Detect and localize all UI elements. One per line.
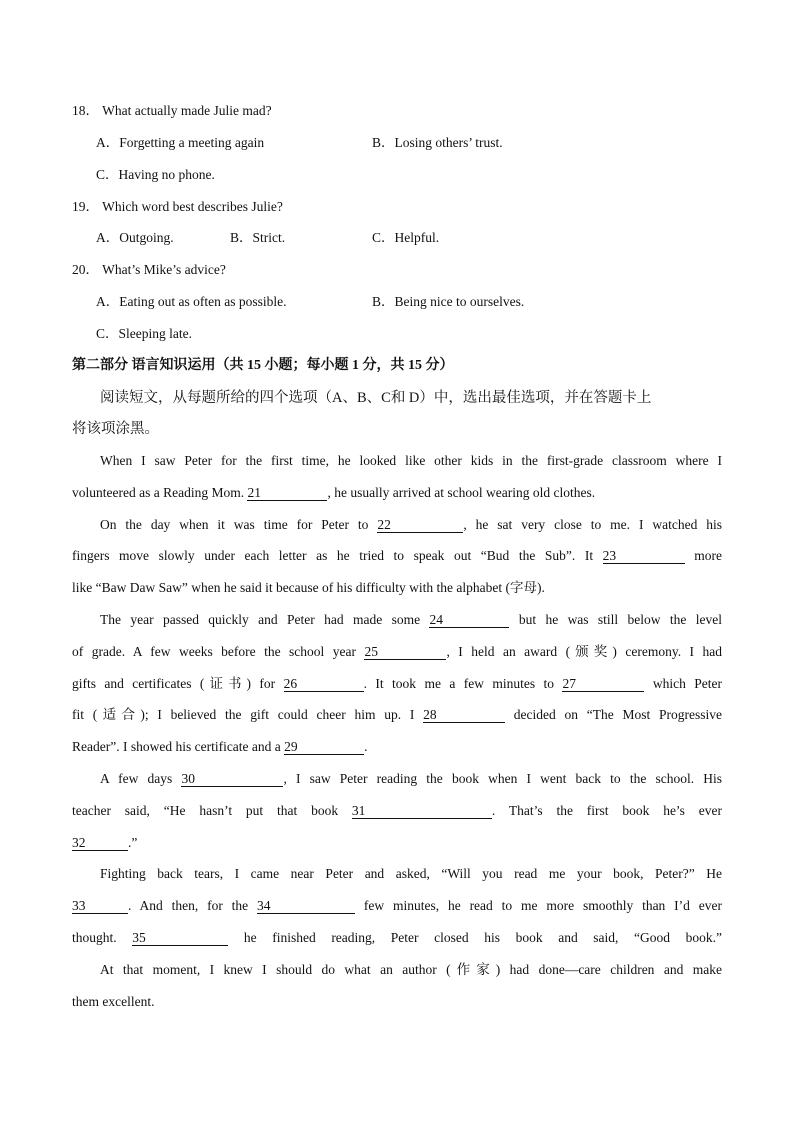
option-18-b bbox=[372, 134, 503, 152]
passage-line: 32 .” bbox=[72, 835, 138, 850]
question-text: Which word best describes Julie? bbox=[102, 199, 283, 214]
passage-line: thought. 35 he finished reading, Peter closed his book and said, “Good book.” bbox=[72, 930, 722, 945]
option-text: Forgetting a meeting again bbox=[119, 135, 265, 150]
option-20-a bbox=[96, 293, 286, 311]
blank-35[interactable]: 35 bbox=[132, 930, 228, 946]
option-19-a bbox=[96, 229, 174, 247]
passage-line: On the day when it was time for Peter to 22 , he sat very close to me. I watched his bbox=[100, 517, 722, 532]
question-number: 20． bbox=[72, 262, 99, 277]
blank-21[interactable]: 21 bbox=[247, 485, 327, 501]
option-text: Outgoing. bbox=[119, 230, 174, 245]
blank-30[interactable]: 30 bbox=[181, 771, 283, 787]
question-18 bbox=[72, 102, 272, 120]
option-20-b bbox=[372, 293, 524, 311]
question-text: What’s Mike’s advice? bbox=[102, 262, 226, 277]
blank-23[interactable]: 23 bbox=[603, 548, 685, 564]
passage-line: of grade. A few weeks before the school year 25 , I held an award (颁奖) ceremony. I had bbox=[72, 644, 722, 659]
option-text: Strict. bbox=[252, 230, 286, 245]
passage-line: A few days 30 , I saw Peter reading the book when I went back to the school. His bbox=[100, 771, 722, 786]
option-text: Having no phone. bbox=[118, 167, 215, 182]
question-20 bbox=[72, 261, 226, 279]
blank-33[interactable]: 33 bbox=[72, 898, 128, 914]
blank-34[interactable]: 34 bbox=[257, 898, 355, 914]
option-text: Sleeping late. bbox=[118, 326, 192, 341]
passage-line: like “Baw Daw Saw” when he said it because of his difficulty with the alphabet (字母). bbox=[72, 580, 545, 595]
blank-28[interactable]: 28 bbox=[423, 707, 505, 723]
blank-27[interactable]: 27 bbox=[562, 676, 644, 692]
section-heading: 第二部分 语言知识运用（共 15 小题；每小题 1 分，共 15 分） bbox=[72, 358, 454, 373]
passage-line: Reader”. I showed his certificate and a 29 . bbox=[72, 739, 368, 754]
passage-line: fit (适合); I believed the gift could cheer him up. I 28 decided on “The Most Progressive bbox=[72, 707, 722, 722]
option-label: B． bbox=[372, 294, 395, 309]
question-19 bbox=[72, 198, 283, 216]
option-label: C． bbox=[372, 230, 395, 245]
option-label: B． bbox=[372, 135, 395, 150]
passage-line: fingers move slowly under each letter as he tried to speak out “Bud the Sub”. It 23 more bbox=[72, 548, 722, 563]
option-label: A． bbox=[96, 294, 120, 309]
option-label: C． bbox=[96, 167, 119, 182]
option-text: Eating out as often as possible. bbox=[119, 294, 287, 309]
option-label: B． bbox=[230, 230, 253, 245]
blank-22[interactable]: 22 bbox=[377, 517, 463, 533]
option-text: Being nice to ourselves. bbox=[394, 294, 525, 309]
passage-line: At that moment, I knew I should do what an author (作家) had done—care children and make bbox=[100, 962, 722, 977]
passage-line: The year passed quickly and Peter had made some 24 but he was still below the level bbox=[100, 612, 723, 627]
option-label: A． bbox=[96, 230, 120, 245]
blank-25[interactable]: 25 bbox=[364, 644, 446, 660]
option-20-c bbox=[96, 325, 192, 343]
blank-26[interactable]: 26 bbox=[284, 676, 364, 692]
passage-line: 33 . And then, for the 34 few minutes, he read to me more smoothly than I’d ever bbox=[72, 898, 722, 913]
passage-line: them excellent. bbox=[72, 994, 155, 1009]
instruction-line-1: 阅读短文，从每题所给的四个选项（A、B、C和 D）中，选出最佳选项，并在答题卡上 bbox=[100, 390, 652, 406]
passage-line: Fighting back tears, I came near Peter and asked, “Will you read me your book, Peter?” He bbox=[100, 866, 722, 881]
passage-line: When I saw Peter for the first time, he looked like other kids in the first-grade classroom where I bbox=[100, 453, 722, 468]
question-number: 19． bbox=[72, 199, 99, 214]
passage-line: gifts and certificates (证书) for 26 . It took me a few minutes to 27 which Peter bbox=[72, 676, 723, 691]
option-label: A． bbox=[96, 135, 120, 150]
question-number: 18． bbox=[72, 103, 99, 118]
option-text: Losing others’ trust. bbox=[394, 135, 503, 150]
question-text: What actually made Julie mad? bbox=[102, 103, 272, 118]
option-18-a bbox=[96, 134, 264, 152]
option-label: C． bbox=[96, 326, 119, 341]
instruction-line-2: 将该项涂黑。 bbox=[72, 421, 159, 437]
blank-31[interactable]: 31 bbox=[352, 803, 492, 819]
passage-line: volunteered as a Reading Mom. 21 , he usually arrived at school wearing old clothes. bbox=[72, 485, 596, 500]
option-18-c bbox=[96, 166, 215, 184]
blank-29[interactable]: 29 bbox=[284, 739, 364, 755]
option-19-b bbox=[230, 229, 285, 247]
passage-line: teacher said, “He hasn’t put that book 31 . That’s the first book he’s ever bbox=[72, 803, 723, 818]
blank-24[interactable]: 24 bbox=[429, 612, 509, 628]
option-19-c bbox=[372, 229, 439, 247]
blank-32[interactable]: 32 bbox=[72, 835, 128, 851]
option-text: Helpful. bbox=[394, 230, 440, 245]
